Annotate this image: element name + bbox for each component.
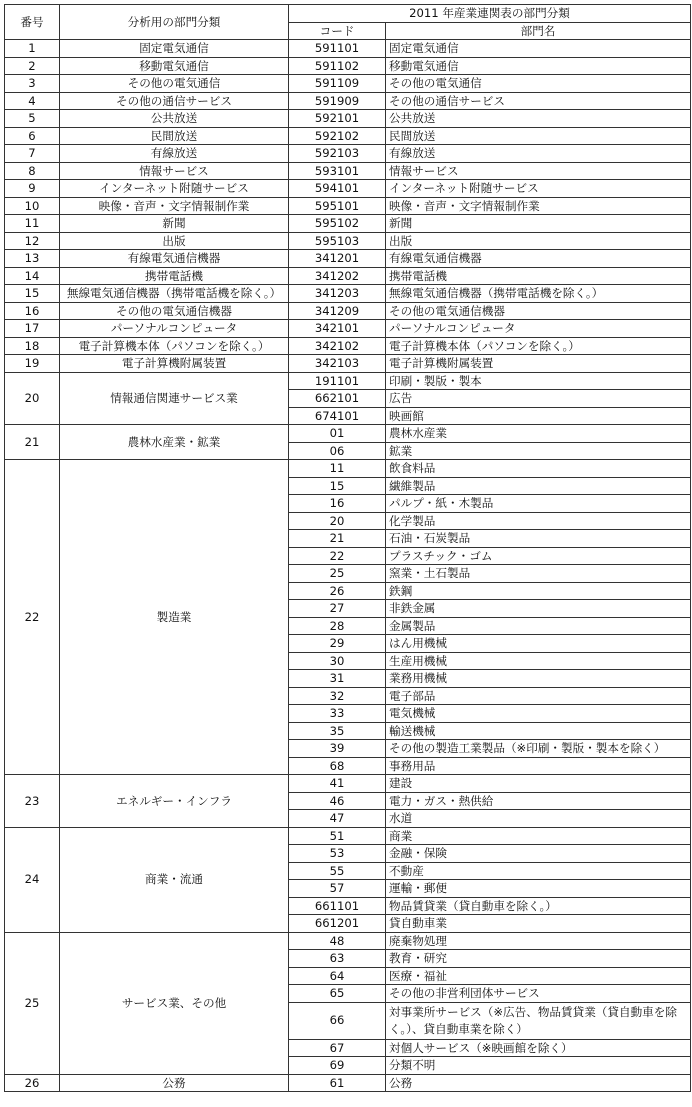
row-number: 12 (5, 232, 60, 250)
sector-code: 06 (289, 442, 386, 460)
sector-name: 分類不明 (386, 1057, 691, 1075)
sector-code: 33 (289, 705, 386, 723)
sector-code: 47 (289, 810, 386, 828)
sector-classification-table (4, 4, 691, 1092)
sector-code: 53 (289, 845, 386, 863)
sector-name: 有線放送 (386, 145, 691, 163)
sector-name: 金属製品 (386, 617, 691, 635)
sector-code: 341209 (289, 302, 386, 320)
analysis-category: 農林水産業・鉱業 (60, 425, 289, 460)
analysis-category: 出版 (60, 232, 289, 250)
sector-code: 26 (289, 582, 386, 600)
sector-name: 農林水産業 (386, 425, 691, 443)
table-row (5, 337, 691, 355)
row-number: 5 (5, 110, 60, 128)
sector-code: 29 (289, 635, 386, 653)
sector-code: 341202 (289, 267, 386, 285)
sector-code: 46 (289, 792, 386, 810)
row-number: 6 (5, 127, 60, 145)
analysis-category: 電子計算機本体（パソコンを除く。） (60, 337, 289, 355)
sector-code: 591109 (289, 75, 386, 93)
row-number: 10 (5, 197, 60, 215)
sector-code: 11 (289, 460, 386, 478)
sector-code: 674101 (289, 407, 386, 425)
table-row (5, 232, 691, 250)
sector-code: 67 (289, 1039, 386, 1057)
table-row (5, 267, 691, 285)
table-row (5, 110, 691, 128)
sector-code: 27 (289, 600, 386, 618)
sector-name: 医療・福祉 (386, 967, 691, 985)
sector-code: 39 (289, 740, 386, 758)
sector-code: 31 (289, 670, 386, 688)
sector-code: 595101 (289, 197, 386, 215)
row-number: 18 (5, 337, 60, 355)
row-number: 24 (5, 827, 60, 932)
row-number: 21 (5, 425, 60, 460)
sector-code: 48 (289, 932, 386, 950)
sector-name: プラスチック・ゴム (386, 547, 691, 565)
sector-name: 運輸・郵便 (386, 880, 691, 898)
sector-name: 新聞 (386, 215, 691, 233)
sector-name: 映像・音声・文字情報制作業 (386, 197, 691, 215)
analysis-category: 携帯電話機 (60, 267, 289, 285)
analysis-category: 情報サービス (60, 162, 289, 180)
sector-name: 商業 (386, 827, 691, 845)
sector-name: その他の製造工業製品（※印刷・製版・製本を除く） (386, 740, 691, 758)
table-body (5, 40, 691, 1092)
analysis-category: その他の通信サービス (60, 92, 289, 110)
table-row (5, 285, 691, 303)
table-row (5, 827, 691, 845)
sector-code: 191101 (289, 372, 386, 390)
sector-name: 民間放送 (386, 127, 691, 145)
table-row (5, 775, 691, 793)
sector-code: 32 (289, 687, 386, 705)
sector-name: 金融・保険 (386, 845, 691, 863)
row-number: 26 (5, 1074, 60, 1092)
row-number: 8 (5, 162, 60, 180)
sector-code: 341203 (289, 285, 386, 303)
row-number: 7 (5, 145, 60, 163)
sector-name: 印刷・製版・製本 (386, 372, 691, 390)
sector-code: 595103 (289, 232, 386, 250)
table-row (5, 320, 691, 338)
sector-code: 41 (289, 775, 386, 793)
table-row (5, 127, 691, 145)
sector-code: 01 (289, 425, 386, 443)
sector-name: 飲食料品 (386, 460, 691, 478)
header-category: 分析用の部門分類 (60, 5, 289, 40)
table-row (5, 92, 691, 110)
analysis-category: 映像・音声・文字情報制作業 (60, 197, 289, 215)
sector-name: 業務用機械 (386, 670, 691, 688)
sector-name: その他の通信サービス (386, 92, 691, 110)
analysis-category: 製造業 (60, 460, 289, 775)
sector-name: 電子計算機附属装置 (386, 355, 691, 373)
sector-code: 595102 (289, 215, 386, 233)
sector-name: 電子計算機本体（パソコンを除く。） (386, 337, 691, 355)
sector-name: パーソナルコンピュータ (386, 320, 691, 338)
row-number: 2 (5, 57, 60, 75)
sector-name: 出版 (386, 232, 691, 250)
sector-code: 15 (289, 477, 386, 495)
sector-code: 55 (289, 862, 386, 880)
sector-name: 情報サービス (386, 162, 691, 180)
table-row (5, 355, 691, 373)
sector-code: 594101 (289, 180, 386, 198)
row-number: 1 (5, 40, 60, 58)
sector-code: 64 (289, 967, 386, 985)
sector-code: 69 (289, 1057, 386, 1075)
row-number: 22 (5, 460, 60, 775)
sector-name: 化学製品 (386, 512, 691, 530)
sector-code: 592101 (289, 110, 386, 128)
sector-name: 広告 (386, 390, 691, 408)
table-row (5, 932, 691, 950)
sector-name: 窯業・土石製品 (386, 565, 691, 583)
row-number: 17 (5, 320, 60, 338)
sector-name: 非鉄金属 (386, 600, 691, 618)
sector-name: 建設 (386, 775, 691, 793)
sector-name: パルプ・紙・木製品 (386, 495, 691, 513)
sector-name: 映画館 (386, 407, 691, 425)
analysis-category: 有線放送 (60, 145, 289, 163)
sector-code: 61 (289, 1074, 386, 1092)
analysis-category: 民間放送 (60, 127, 289, 145)
row-number: 3 (5, 75, 60, 93)
analysis-category: サービス業、その他 (60, 932, 289, 1074)
sector-code: 65 (289, 985, 386, 1003)
table-row (5, 57, 691, 75)
row-number: 16 (5, 302, 60, 320)
row-number: 11 (5, 215, 60, 233)
row-number: 13 (5, 250, 60, 268)
sector-name: インターネット附随サービス (386, 180, 691, 198)
sector-name: 貸自動車業 (386, 915, 691, 933)
sector-code: 35 (289, 722, 386, 740)
sector-code: 16 (289, 495, 386, 513)
sector-code: 593101 (289, 162, 386, 180)
sector-code: 591102 (289, 57, 386, 75)
analysis-category: 電子計算機附属装置 (60, 355, 289, 373)
sector-code: 342103 (289, 355, 386, 373)
header-no: 番号 (5, 5, 60, 40)
table-row (5, 197, 691, 215)
table-row (5, 302, 691, 320)
table-row (5, 180, 691, 198)
sector-code: 592102 (289, 127, 386, 145)
sector-name: 教育・研究 (386, 950, 691, 968)
sector-code: 51 (289, 827, 386, 845)
sector-name: その他の非営利団体サービス (386, 985, 691, 1003)
sector-name: 鉄鋼 (386, 582, 691, 600)
header-io-group: 2011 年産業連関表の部門分類 (289, 5, 691, 23)
analysis-category: 移動電気通信 (60, 57, 289, 75)
table-row (5, 250, 691, 268)
sector-name: 事務用品 (386, 757, 691, 775)
analysis-category: 固定電気通信 (60, 40, 289, 58)
sector-name: 石油・石炭製品 (386, 530, 691, 548)
sector-name: 生産用機械 (386, 652, 691, 670)
analysis-category: 情報通信関連サービス業 (60, 372, 289, 425)
sector-name: 携帯電話機 (386, 267, 691, 285)
analysis-category: エネルギー・インフラ (60, 775, 289, 828)
analysis-category: 無線電気通信機器（携帯電話機を除く。） (60, 285, 289, 303)
sector-name: 無線電気通信機器（携帯電話機を除く。） (386, 285, 691, 303)
row-number: 19 (5, 355, 60, 373)
sector-name: 対事業所サービス（※広告、物品賃貸業（貸自動車を除く。）、貸自動車業を除く） (386, 1002, 691, 1039)
row-number: 4 (5, 92, 60, 110)
analysis-category: 公務 (60, 1074, 289, 1092)
sector-name: 輸送機械 (386, 722, 691, 740)
sector-code: 30 (289, 652, 386, 670)
sector-code: 22 (289, 547, 386, 565)
table-header (5, 5, 691, 40)
row-number: 25 (5, 932, 60, 1074)
sector-code: 21 (289, 530, 386, 548)
table-row (5, 460, 691, 478)
table-row (5, 145, 691, 163)
sector-name: 繊維製品 (386, 477, 691, 495)
sector-name: はん用機械 (386, 635, 691, 653)
sector-name: その他の電気通信 (386, 75, 691, 93)
table-row (5, 162, 691, 180)
sector-name: 廃棄物処理 (386, 932, 691, 950)
sector-code: 591909 (289, 92, 386, 110)
analysis-category: その他の電気通信機器 (60, 302, 289, 320)
sector-code: 591101 (289, 40, 386, 58)
sector-code: 661101 (289, 897, 386, 915)
sector-name: その他の電気通信機器 (386, 302, 691, 320)
table-row (5, 75, 691, 93)
sector-name: 公共放送 (386, 110, 691, 128)
sector-name: 対個人サービス（※映画館を除く） (386, 1039, 691, 1057)
sector-code: 341201 (289, 250, 386, 268)
sector-name: 公務 (386, 1074, 691, 1092)
sector-code: 342102 (289, 337, 386, 355)
analysis-category: その他の電気通信 (60, 75, 289, 93)
sector-code: 66 (289, 1002, 386, 1039)
row-number: 15 (5, 285, 60, 303)
table-row (5, 215, 691, 233)
row-number: 9 (5, 180, 60, 198)
analysis-category: 公共放送 (60, 110, 289, 128)
sector-name: 電力・ガス・熱供給 (386, 792, 691, 810)
sector-code: 342101 (289, 320, 386, 338)
row-number: 14 (5, 267, 60, 285)
sector-code: 662101 (289, 390, 386, 408)
sector-name: 電子部品 (386, 687, 691, 705)
sector-code: 20 (289, 512, 386, 530)
sector-name: 物品賃貸業（貸自動車を除く。） (386, 897, 691, 915)
sector-code: 25 (289, 565, 386, 583)
analysis-category: パーソナルコンピュータ (60, 320, 289, 338)
table-row (5, 425, 691, 443)
sector-name: 不動産 (386, 862, 691, 880)
sector-code: 28 (289, 617, 386, 635)
sector-code: 68 (289, 757, 386, 775)
sector-code: 57 (289, 880, 386, 898)
sector-code: 592103 (289, 145, 386, 163)
sector-name: 移動電気通信 (386, 57, 691, 75)
analysis-category: インターネット附随サービス (60, 180, 289, 198)
table-row (5, 40, 691, 58)
sector-name: 固定電気通信 (386, 40, 691, 58)
analysis-category: 新聞 (60, 215, 289, 233)
row-number: 20 (5, 372, 60, 425)
analysis-category: 商業・流通 (60, 827, 289, 932)
table-row (5, 372, 691, 390)
sector-name: 有線電気通信機器 (386, 250, 691, 268)
table-row (5, 1074, 691, 1092)
header-code: コード (289, 22, 386, 40)
header-name: 部門名 (386, 22, 691, 40)
analysis-category: 有線電気通信機器 (60, 250, 289, 268)
sector-name: 鉱業 (386, 442, 691, 460)
sector-name: 水道 (386, 810, 691, 828)
sector-code: 63 (289, 950, 386, 968)
sector-name: 電気機械 (386, 705, 691, 723)
row-number: 23 (5, 775, 60, 828)
sector-code: 661201 (289, 915, 386, 933)
